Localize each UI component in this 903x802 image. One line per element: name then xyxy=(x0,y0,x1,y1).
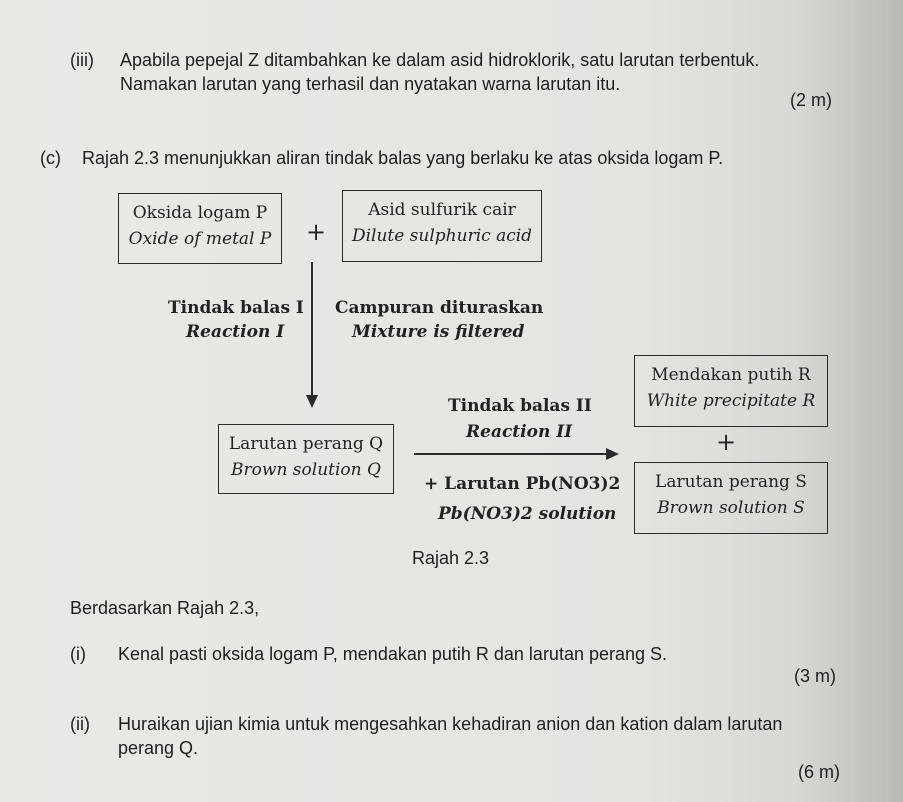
question-iii-line2: Namakan larutan yang terhasil dan nyatakan warna larutan itu. xyxy=(120,74,621,94)
reaction-1-ms: Tindak balas I xyxy=(168,298,304,318)
question-i-text: Kenal pasti oksida logam P, mendakan putih R dan larutan perang S. xyxy=(118,644,668,664)
box-dilute-sulphuric-acid xyxy=(342,190,542,262)
arrow-right-line xyxy=(414,453,610,455)
part-c-text: Rajah 2.3 menunjukkan aliran tindak balas yang berlaku ke atas oksida logam P. xyxy=(82,148,724,168)
box-q-ms: Larutan perang Q xyxy=(228,434,384,454)
part-c-label: (c) xyxy=(40,148,61,168)
box-oxide-of-metal-p xyxy=(118,193,282,264)
arrow-right-head xyxy=(606,447,620,461)
reaction-1-en: Reaction I xyxy=(186,322,285,342)
question-iii-line1: Apabila pepejal Z ditambahkan ke dalam asid hidroklorik, satu larutan terbentuk. xyxy=(120,50,760,70)
arrow-down-head xyxy=(305,395,319,409)
question-i-label: (i) xyxy=(70,644,86,664)
box-s-en: Brown solution S xyxy=(657,498,805,518)
plus-sign-2: + xyxy=(716,428,737,456)
box-brown-solution-s xyxy=(634,462,828,534)
question-iii-label: (iii) xyxy=(70,50,94,70)
arrow-down-line xyxy=(311,262,313,398)
box-acid-ms: Asid sulfurik cair xyxy=(368,200,516,220)
box-oxide-en: Oxide of metal P xyxy=(128,229,272,249)
reaction-2-ms: Tindak balas II xyxy=(448,396,592,416)
reaction-2-en: Reaction II xyxy=(466,422,573,442)
box-white-precipitate-r xyxy=(634,355,828,427)
box-oxide-ms: Oksida logam P xyxy=(132,203,268,223)
diagram-caption: Rajah 2.3 xyxy=(412,548,490,568)
question-ii-label: (ii) xyxy=(70,714,90,734)
question-ii-marks: (6 m) xyxy=(798,762,840,782)
question-iii-marks: (2 m) xyxy=(790,90,832,110)
box-r-ms: Mendakan putih R xyxy=(651,365,811,385)
box-q-en: Brown solution Q xyxy=(231,460,381,480)
question-i-marks: (3 m) xyxy=(794,666,836,686)
intro-text: Berdasarkan Rajah 2.3, xyxy=(70,598,260,618)
filtered-ms: Campuran dituraskan xyxy=(335,298,544,318)
plus-sign-1: + xyxy=(306,218,327,246)
question-ii-line1: Huraikan ujian kimia untuk mengesahkan kehadiran anion dan kation dalam larutan xyxy=(118,714,783,734)
box-acid-en: Dilute sulphuric acid xyxy=(351,226,533,246)
box-r-en: White precipitate R xyxy=(646,391,816,411)
question-ii-line2: perang Q. xyxy=(118,738,199,758)
box-brown-solution-q xyxy=(218,424,394,494)
filtered-en: Mixture is filtered xyxy=(352,322,525,342)
box-s-ms: Larutan perang S xyxy=(655,472,807,492)
reagent-en: Pb(NO3)2 solution xyxy=(438,504,617,524)
reagent-ms: + Larutan Pb(NO3)2 xyxy=(424,474,621,494)
